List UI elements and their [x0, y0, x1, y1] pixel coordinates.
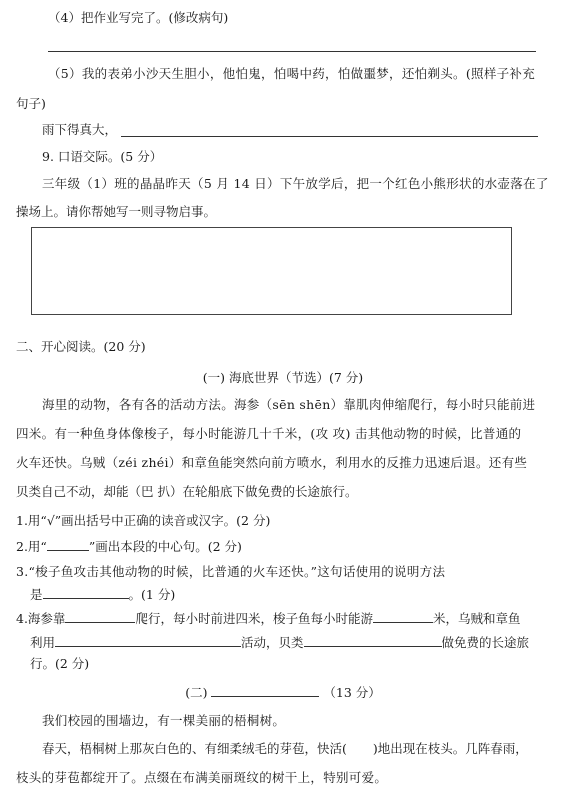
passage-2-title [0, 684, 566, 701]
q2-prefix: 2.用“ [16, 539, 47, 554]
lost-notice-writing-box[interactable] [31, 227, 512, 315]
passage-2-line3: 枝头的芽苞都绽开了。点缀在布满美丽斑纹的树干上，特别可爱。 [16, 770, 388, 785]
q4r-blank-4[interactable] [304, 634, 442, 647]
q4r-part-f: 做免费的长途旅 [441, 635, 530, 650]
passage-2-line2-a: 春天，梧桐树上那灰白色的、有细柔绒毛的芽苞，快活( [42, 741, 347, 756]
answer-line-q4[interactable] [48, 51, 536, 52]
passage-1-line4: 贝类自己不动，却能（巴 扒）在轮船底下做免费的长途旅行。 [16, 484, 358, 499]
passage-2-line2 [42, 741, 528, 757]
reading-question-1: 1.用“√”画出括号中正确的读音或汉字。(2 分) [16, 513, 271, 528]
question-9-line1: 三年级（1）班的晶晶昨天（5 月 14 日）下午放学后，把一个红色小熊形状的水壶落在了 [42, 176, 549, 191]
section-2-title: 二、开心阅读。(20 分) [16, 339, 146, 354]
reading-question-4-line2 [30, 634, 529, 651]
passage-1-title: (一) 海底世界（节选）(7 分) [202, 370, 364, 385]
q4r-part-c: 米，乌贼和章鱼 [432, 611, 521, 626]
question-5-line1: （5）我的表弟小沙天生胆小，他怕鬼，怕喝中药，怕做噩梦，还怕剃头。(照样子补充 [48, 66, 536, 81]
passage-1-line1: 海里的动物，各有各的活动方法。海参（sēn shēn）靠肌肉伸缩爬行，每小时只能前进 [42, 397, 536, 412]
q3-answer-blank[interactable] [43, 586, 129, 599]
question-5-example-start: 雨下得真大， [42, 122, 118, 137]
q4r-blank-1[interactable] [65, 610, 135, 623]
q4r-part-d: 利用 [30, 635, 56, 650]
passage-2-title-blank[interactable] [211, 684, 319, 697]
passage-2-line1: 我们校园的围墙边，有一棵美丽的梧桐树。 [42, 713, 286, 728]
q3-prefix: 是 [30, 587, 43, 602]
passage-1-line3: 火车还快。乌贼（zéi zhéi）和章鱼能突然向前方喷水，利用水的反推力迅速后退。还有些 [16, 455, 528, 470]
passage-2-prefix: (二) [185, 685, 208, 700]
q4r-blank-2[interactable] [373, 610, 433, 623]
question-5-line2: 句子) [16, 96, 46, 111]
reading-question-4-line1 [16, 610, 520, 627]
reading-question-2 [16, 538, 242, 555]
q4r-part-b: 爬行，每小时前进四米，梭子鱼每小时能游 [135, 611, 373, 626]
reading-question-4-line3: 行。(2 分) [30, 656, 90, 671]
reading-question-3-line1: 3.“梭子鱼攻击其他动物的时候，比普通的火车还快。”这句话使用的说明方法 [16, 564, 446, 579]
q3-suffix: 。(1 分) [128, 587, 176, 602]
passage-2-score: （13 分） [323, 685, 381, 700]
answer-line-q5[interactable] [121, 136, 538, 137]
q2-underline-sample [47, 538, 89, 551]
q4r-part-a: 4.海参靠 [16, 611, 66, 626]
question-9-title: 9. 口语交际。(5 分） [42, 149, 163, 164]
q4r-blank-3[interactable] [55, 634, 241, 647]
reading-question-3-line2 [30, 586, 175, 603]
question-9-line2: 操场上。请你帮她写一则寻物启事。 [16, 204, 217, 219]
question-4: （4）把作业写完了。(修改病句) [48, 10, 229, 25]
q2-suffix: ”画出本段的中心句。(2 分) [88, 539, 242, 554]
passage-1-line2: 四米。有一种鱼身体像梭子，每小时能游几十千米，(攻 攻) 击其他动物的时候，比普通的 [16, 426, 522, 441]
q4r-part-e: 活动，贝类 [241, 635, 304, 650]
passage-2-line2-b: )地出现在枝头。几阵春雨， [372, 741, 528, 756]
